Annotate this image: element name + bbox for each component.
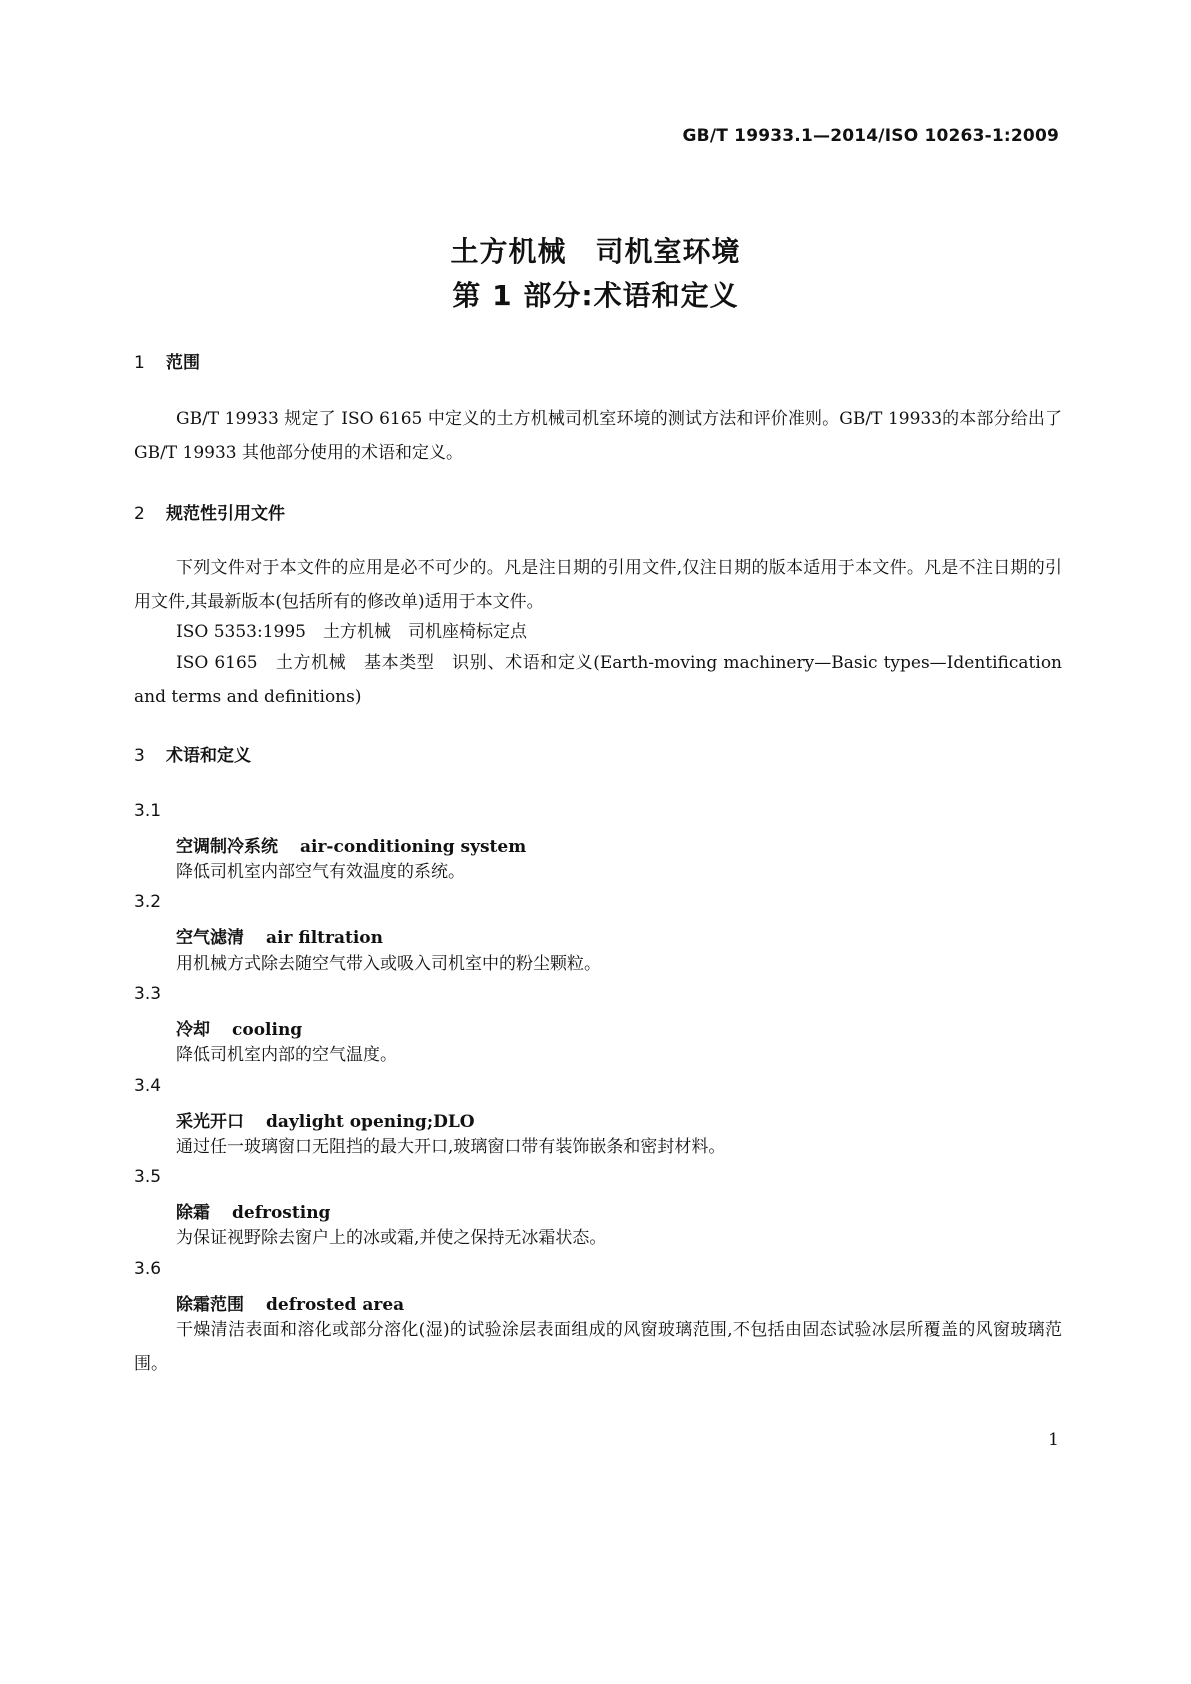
normative-reference-1: ISO 5353:1995 土方机械 司机座椅标定点 [176, 622, 527, 642]
term-definition: 干燥清洁表面和溶化或部分溶化(湿)的试验涂层表面组成的风窗玻璃范围,不包括由固态试验冰层所覆盖的风窗玻璃范围。 [134, 1320, 1062, 1374]
term-name [176, 1107, 475, 1132]
document-title-line1: 土方机械 司机室环境 [450, 235, 741, 268]
section-title: 规范性引用文件 [166, 504, 285, 524]
section-number: 2 [134, 504, 145, 524]
term-definition: 降低司机室内部的空气温度。 [176, 1045, 397, 1065]
term-name-en: daylight opening;DLO [266, 1112, 475, 1132]
normative-reference-2: ISO 6165 土方机械 基本类型 识别、术语和定义(Earth-moving machinery—Basic types—Identification and terms and definitions) [134, 653, 1062, 707]
term-name-zh: 空调制冷系统 [176, 837, 278, 857]
term-definition: 降低司机室内部空气有效温度的系统。 [176, 862, 465, 882]
term-number: 3.5 [134, 1167, 162, 1187]
term-name-en: defrosted area [266, 1295, 405, 1315]
term-name-zh: 空气滤清 [176, 928, 244, 948]
term-name-zh: 除霜 [176, 1203, 210, 1223]
page-number: 1 [1048, 1430, 1059, 1450]
standard-number: GB/T 19933.1—2014/ISO 10263-1:2009 [682, 126, 1059, 146]
term-number: 3.3 [134, 984, 162, 1004]
term-number: 3.2 [134, 892, 162, 912]
section-number: 3 [134, 746, 145, 766]
term-name [176, 832, 526, 857]
term-name-zh: 冷却 [176, 1020, 210, 1040]
term-number: 3.6 [134, 1259, 162, 1279]
term-name-en: air filtration [266, 928, 383, 948]
term-name [176, 1198, 330, 1223]
scope-paragraph: GB/T 19933 规定了 ISO 6165 中定义的土方机械司机室环境的测试方法和评价准则。GB/T 19933的本部分给出了 GB/T 19933 其他部分使用的术语和定义。 [134, 409, 1062, 463]
term-name-zh: 除霜范围 [176, 1295, 244, 1315]
document-title-line2: 第 1 部分:术语和定义 [452, 279, 739, 312]
term-name-en: air-conditioning system [300, 837, 527, 857]
term-definition: 通过任一玻璃窗口无阻挡的最大开口,玻璃窗口带有装饰嵌条和密封材料。 [176, 1137, 726, 1157]
term-number: 3.1 [134, 801, 162, 821]
term-name-en: cooling [232, 1020, 303, 1040]
section-2-heading [134, 499, 285, 524]
section-number: 1 [134, 353, 145, 373]
term-name-zh: 采光开口 [176, 1112, 244, 1132]
term-name [176, 1015, 302, 1040]
normative-paragraph: 下列文件对于本文件的应用是必不可少的。凡是注日期的引用文件,仅注日期的版本适用于本文件。凡是不注日期的引用文件,其最新版本(包括所有的修改单)适用于本文件。 [134, 558, 1062, 612]
term-definition: 为保证视野除去窗户上的冰或霜,并使之保持无冰霜状态。 [176, 1228, 607, 1248]
section-3-heading [134, 741, 251, 766]
term-name-en: defrosting [232, 1203, 331, 1223]
term-definition: 用机械方式除去随空气带入或吸入司机室中的粉尘颗粒。 [176, 954, 601, 974]
term-name [176, 1290, 404, 1315]
section-title: 范围 [166, 353, 200, 373]
section-title: 术语和定义 [166, 746, 251, 766]
term-name [176, 923, 383, 948]
section-1-heading [134, 348, 200, 373]
term-number: 3.4 [134, 1076, 162, 1096]
